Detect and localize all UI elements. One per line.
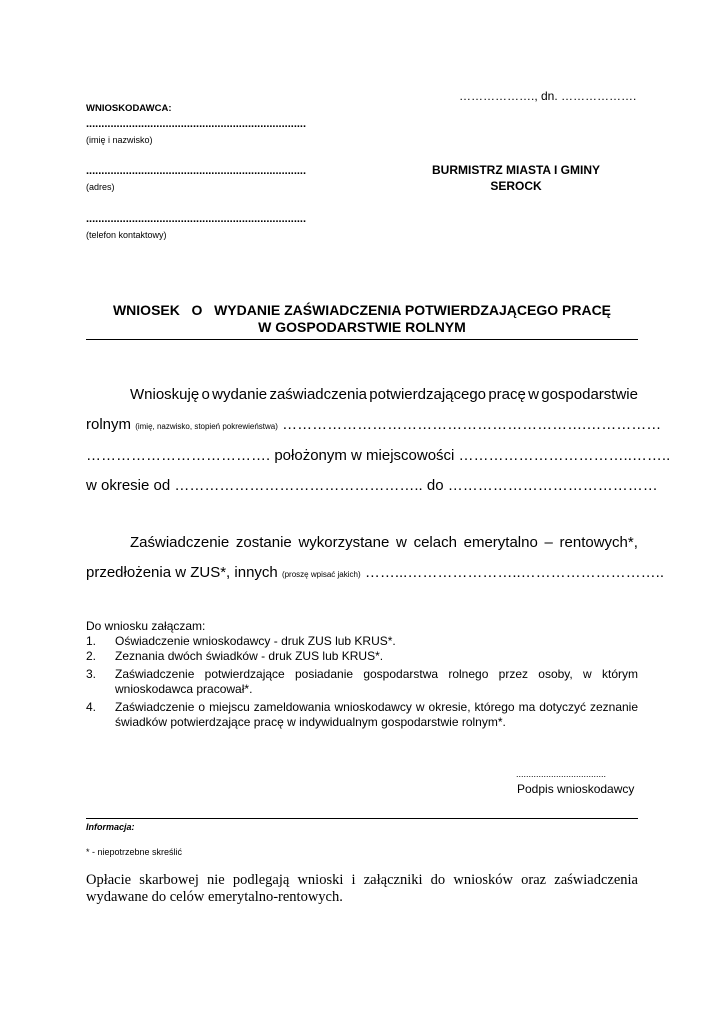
title-line-1: WNIOSEK O WYDANIE ZAŚWIADCZENIA POTWIERDZAJĄCEGO PRACĘ (112, 302, 612, 318)
purpose-line-1 (86, 534, 638, 551)
request-line-2 (86, 416, 662, 433)
purpose-word: rentowych*, (559, 534, 638, 551)
applicant-address-hint: (adres) (86, 182, 115, 192)
attachment-text: Oświadczenie wnioskodawcy - druk ZUS lub KRUS*. (115, 634, 396, 648)
period-field-line[interactable]: w okresie od ………………………………………….. do …………………………………… (86, 477, 658, 494)
applicant-phone-hint: (telefon kontaktowy) (86, 230, 167, 240)
person-hint: (imię, nazwisko, stopień pokrewieństwa) (135, 422, 278, 431)
attachment-item (86, 634, 638, 649)
applicant-address-field[interactable]: ........................................................................ (86, 165, 307, 177)
purpose-line-2 (86, 564, 664, 581)
rolnym-label: rolnym (86, 416, 132, 433)
attachment-item (86, 700, 638, 730)
title-divider (86, 339, 638, 340)
purpose-word: – (544, 534, 553, 551)
applicant-phone-field[interactable]: ........................................................................ (86, 213, 307, 225)
purpose-word: wykorzystane (298, 534, 390, 551)
request-word: o (201, 386, 210, 403)
info-divider (86, 818, 638, 819)
request-word: pracę (488, 386, 526, 403)
attachment-text: Zaświadczenie o miejscu zameldowania wnioskodawcy w okresie, którego ma dotyczyć zeznanie świadków potwierdzające pracę w indywidualnym gospodarstwie rolnym*. (115, 700, 638, 729)
request-word: wydanie (212, 386, 268, 403)
signature-label: Podpis wnioskodawcy (517, 782, 635, 796)
request-word: gospodarstwie (541, 386, 638, 403)
request-word: zaświadczenia (269, 386, 367, 403)
purpose-hint: (proszę wpisać jakich) (281, 570, 361, 579)
applicant-name-hint: (imię i nazwisko) (86, 135, 153, 145)
attachment-item (86, 667, 638, 697)
applicant-name-field[interactable]: ........................................................................ (86, 118, 307, 130)
title-line-2: W GOSPODARSTWIE ROLNYM (258, 319, 466, 335)
attachment-text: Zeznania dwóch świadków - druk ZUS lub KRUS*. (115, 649, 384, 663)
request-word: potwierdzającego (369, 386, 487, 403)
attachment-number: 2. (86, 649, 97, 663)
purpose-word: w (396, 534, 407, 551)
purpose-word: zostanie (235, 534, 292, 551)
attachment-number: 4. (86, 700, 97, 714)
purpose-word: celach (413, 534, 457, 551)
info-label: Informacja: (86, 822, 135, 832)
attachment-number: 1. (86, 634, 97, 648)
location-field-line[interactable]: ………………………………. położonym w miejscowości ……………………………..…….. (86, 447, 671, 464)
document-title (86, 302, 638, 336)
signature-field[interactable]: .................................... (516, 769, 607, 779)
recipient-line-2: SEROCK (490, 179, 542, 193)
person-field[interactable]: …………………………………………………….…………… (282, 416, 662, 433)
date-place-line[interactable]: ………………., dn. ………………. (459, 89, 637, 103)
request-word: w (528, 386, 539, 403)
recipient-block (420, 162, 612, 194)
purpose-word: Zaświadczenie (130, 534, 230, 551)
attachment-number: 3. (86, 667, 97, 681)
purpose-word: emerytalno (463, 534, 538, 551)
attachment-text: Zaświadczenie potwierdzające posiadanie gospodarstwa rolnego przez osoby, w którym wnioskodawca pracował*. (115, 667, 638, 696)
request-line-1 (86, 386, 638, 403)
attachment-item (86, 649, 638, 664)
purpose-other-field[interactable]: ……...…………………..……………………….. (364, 564, 664, 581)
fee-note: Opłacie skarbowej nie podlegają wnioski i załączniki do wniosków oraz zaświadczenia wydawane do celów emerytalno-rentowych. (86, 872, 638, 905)
applicant-label: WNIOSKODAWCA: (86, 103, 172, 114)
footnote: * - niepotrzebne skreślić (86, 847, 183, 857)
attachments-heading: Do wniosku załączam: (86, 619, 206, 633)
recipient-line-1: BURMISTRZ MIASTA I GMINY (432, 163, 600, 177)
request-word: Wnioskuję (130, 386, 200, 403)
purpose-options: przedłożenia w ZUS*, innych (86, 564, 278, 581)
